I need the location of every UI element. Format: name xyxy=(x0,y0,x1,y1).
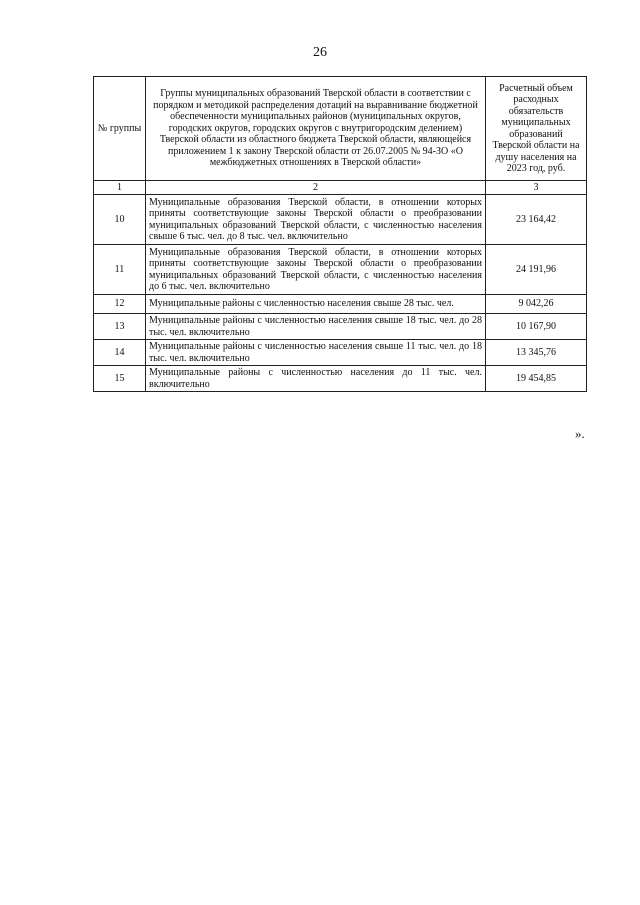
column-index-1: 1 xyxy=(94,181,146,195)
table-row xyxy=(94,340,587,366)
table-row xyxy=(94,195,587,245)
budget-table xyxy=(93,76,587,392)
table-row xyxy=(94,295,587,314)
row-number: 13 xyxy=(94,314,146,340)
row-description: Муниципальные образования Тверской области, в отношении которых приняты соответствующие законы Тверской области о преобразовании муниципальных образований Тверской области, с численностью населения до 6 тыс. чел. включительно xyxy=(146,245,486,295)
row-number: 15 xyxy=(94,366,146,392)
table-header-row xyxy=(94,77,587,181)
table-row xyxy=(94,314,587,340)
closing-quote-mark: ». xyxy=(575,426,585,441)
column-index-3: 3 xyxy=(486,181,587,195)
row-number: 10 xyxy=(94,195,146,245)
column-index-2: 2 xyxy=(146,181,486,195)
row-description: Муниципальные районы с численностью населения свыше 11 тыс. чел. до 18 тыс. чел. включительно xyxy=(146,340,486,366)
header-groups: Группы муниципальных образований Тверской области в соответствии с порядком и методикой распределения дотаций на выравнивание бюджетной обеспеченности муниципальных районов (муниципальных округов, городских округов, городских округов с внутригородским делением) Тверской области из областного бюджета Тверской области, являющейся приложением 1 к закону Тверской области от 26.07.2005 № 94-ЗО «О межбюджетных отношениях в Тверской области» xyxy=(146,77,486,181)
row-value: 13 345,76 xyxy=(486,340,587,366)
row-description: Муниципальные районы с численностью населения свыше 28 тыс. чел. xyxy=(146,295,486,314)
row-number: 12 xyxy=(94,295,146,314)
table-row xyxy=(94,245,587,295)
column-index-row xyxy=(94,181,587,195)
row-description: Муниципальные районы с численностью населения свыше 18 тыс. чел. до 28 тыс. чел. включительно xyxy=(146,314,486,340)
row-value: 10 167,90 xyxy=(486,314,587,340)
row-value: 24 191,96 xyxy=(486,245,587,295)
page-number: 26 xyxy=(313,45,327,60)
header-value: Расчетный объем расходных обязательств муниципальных образований Тверской области на душу населения на 2023 год, руб. xyxy=(486,77,587,181)
row-description: Муниципальные районы с численностью населения до 11 тыс. чел. включительно xyxy=(146,366,486,392)
row-value: 19 454,85 xyxy=(486,366,587,392)
row-number: 14 xyxy=(94,340,146,366)
row-value: 9 042,26 xyxy=(486,295,587,314)
header-group-number: № группы xyxy=(94,77,146,181)
row-value: 23 164,42 xyxy=(486,195,587,245)
row-number: 11 xyxy=(94,245,146,295)
table-row xyxy=(94,366,587,392)
row-description: Муниципальные образования Тверской области, в отношении которых приняты соответствующие законы Тверской области о преобразовании муниципальных образований Тверской области, с численностью населения свыше 6 тыс. чел. до 8 тыс. чел. включительно xyxy=(146,195,486,245)
